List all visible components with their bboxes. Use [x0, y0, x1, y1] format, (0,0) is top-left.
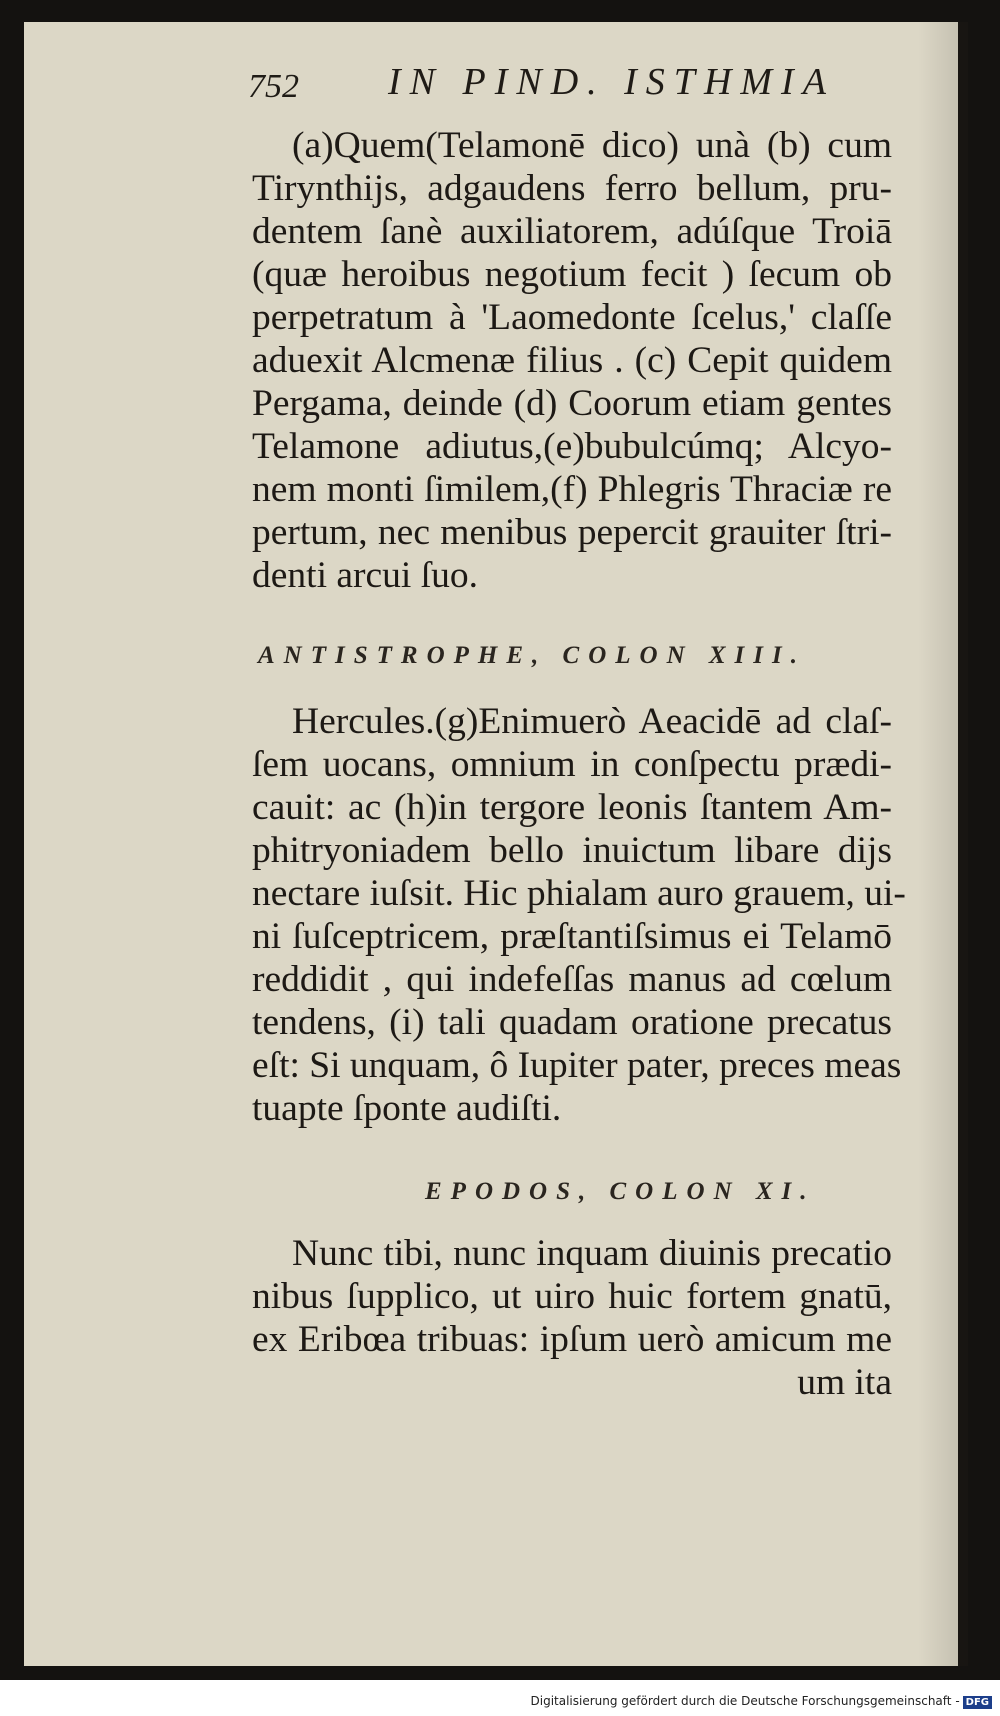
running-head: IN PIND. ISTHMIA [388, 61, 835, 103]
text-line: reddidit , qui indefeſſas manus ad cœlum [252, 959, 892, 1000]
text-line: nibus ſupplico, ut uiro huic fortem gnatū, [252, 1276, 892, 1317]
text-line: Nunc tibi, nunc inquam diuinis precatio [292, 1233, 892, 1274]
section-heading-antistrophe: ANTISTROPHE, COLON XIII. [258, 642, 806, 669]
paragraph-epodos [252, 1232, 892, 1404]
text-line: Tirynthijs, adgaudens ferro bellum, pru- [252, 168, 892, 209]
text-line: nem monti ſimilem,(f) Phlegris Thraciæ re [252, 469, 892, 510]
text-line: Telamone adiutus,(e)bubulcúmq; Alcyo- [252, 426, 892, 467]
dfg-logo: DFG [963, 1696, 992, 1709]
text-line: pertum, nec menibus pepercit grauiter ſtri- [252, 512, 892, 553]
digitization-footer [531, 1694, 993, 1709]
text-line: eſt: Si unquam, ô Iupiter pater, preces meas [252, 1045, 902, 1086]
paragraph-hercules-prayer [252, 700, 906, 1130]
text-line: cauit: ac (h)in tergore leonis ſtantem Am- [252, 787, 892, 828]
text-line: phitryoniadem bello inuictum libare dijs [252, 830, 892, 871]
text-line: Hercules.(g)Enimuerò Aeacidē ad claſ- [292, 701, 892, 742]
text-line: ni ſuſceptricem, præſtantiſsimus ei Telamō [252, 916, 892, 957]
section-heading-epodos: EPODOS, COLON XI. [425, 1178, 816, 1205]
text-line: Pergama, deinde (d) Coorum etiam gentes [252, 383, 892, 424]
text-line: denti arcui ſuo. [252, 555, 478, 596]
paragraph-hercules-expedition [252, 124, 892, 597]
catchword-line: um ita [797, 1362, 892, 1403]
text-line: (quæ heroibus negotium fecit ) ſecum ob [252, 254, 892, 295]
text-line: ſem uocans, omnium in conſpectu prædi- [252, 744, 892, 785]
text-line: aduexit Alcmenæ filius . (c) Cepit quidem [252, 340, 892, 381]
text-line: dentem ſanè auxiliatorem, adúſque Troiā [252, 211, 892, 252]
text-line: tendens, (i) tali quadam oratione precatus [252, 1002, 892, 1043]
page-number: 752 [248, 68, 299, 105]
footer-text: Digitalisierung gefördert durch die Deutsche Forschungsgemeinschaft - [530, 1694, 960, 1708]
text-line: perpetratum à 'Laomedonte ſcelus,' claſſe [252, 297, 892, 338]
text-line: (a)Quem(Telamonē dico) unà (b) cum [292, 125, 892, 166]
page-header [248, 56, 898, 112]
text-line: tuapte ſponte audiſti. [252, 1088, 562, 1129]
text-line: nectare iuſsit. Hic phialam auro grauem, ui- [252, 873, 906, 914]
text-line: ex Eribœa tribuas: ipſum uerò amicum me [252, 1319, 892, 1360]
